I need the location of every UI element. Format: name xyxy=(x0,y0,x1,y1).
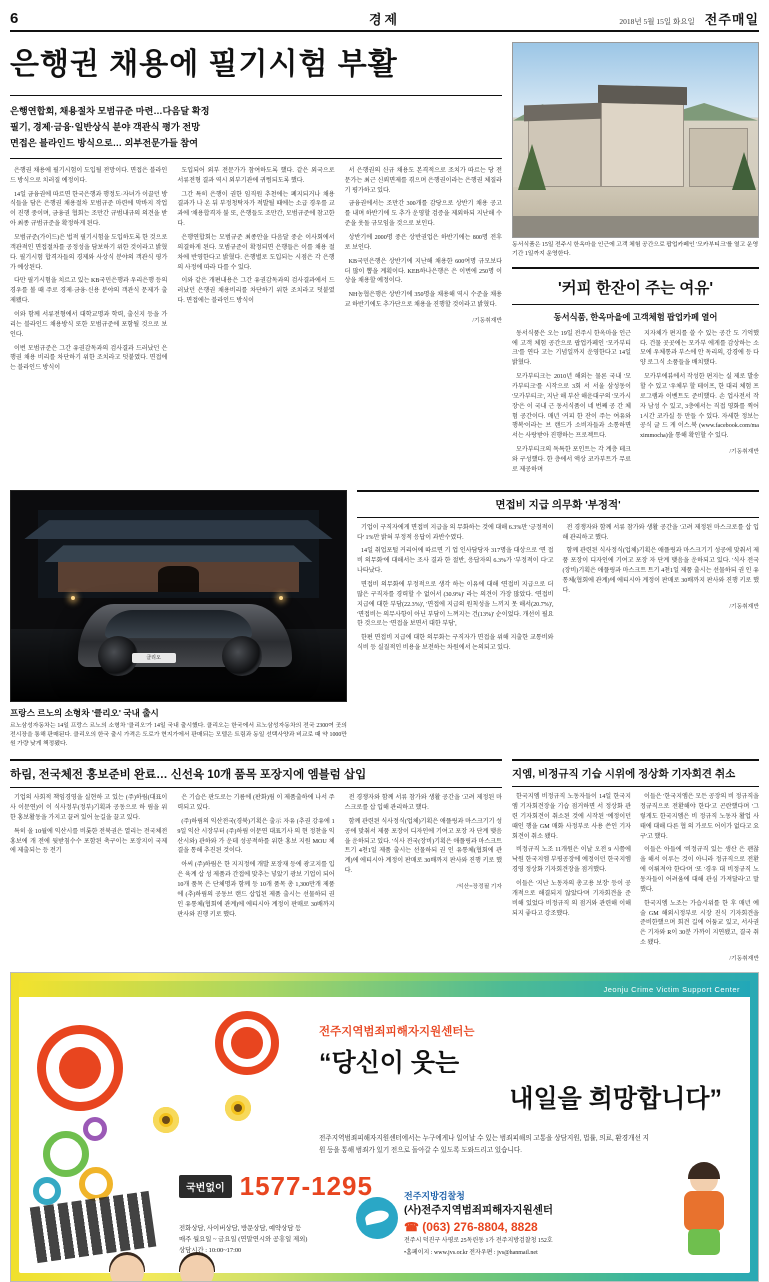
ad-footer-address: 전주시 덕진구 사평로 25독린동 1가 전주지방검찰청 152호 xyxy=(404,1237,553,1244)
newspaper-logo: 전주매일 xyxy=(704,11,759,27)
target-circle-icon xyxy=(231,1027,263,1059)
sunflower-icon xyxy=(225,1095,251,1121)
middle-zone xyxy=(10,490,759,749)
gm-p: 이들은 '지난 노동자의 총고용 보장' 등이 공개적으로 해결되지 않았다'며 기자회견을 준비해 있었다 비정규직 의 점거와 관련해 이해되지 좋다고 강조했다. xyxy=(512,881,631,917)
harim-columns xyxy=(10,794,502,924)
lead-column-2 xyxy=(177,167,334,378)
cafe-photo-caption: 동서식품은 15일 전주시 한옥마을 인근에 고객 체험 공간으로 팝업카페인 '모카부티크'를 열고 운영 기간 1일까지 운영한다. xyxy=(512,242,759,257)
harim-p: 전 경쟁자와 함께 서류 참가와 생활 공간을 '고려 제정된 마스크로를 삽 입해 관리하고 했다. xyxy=(344,795,502,812)
interview-fee-columns xyxy=(357,524,759,658)
fee-p: 면접비 의무화에 부정적으로 생각 하는 이유에 대해 '면접비 지급으로 더 많은 구직자를 경력할 수 없어서 (30.9%)' 라는 의견이 가장 많았다. '면접비 지급에 대한 부담(22.3%)', '면접에 지급의 원칙성을 느끼지 못 해서(20.7%)', '면접비는 의무사항이 아닌 부담이 느껴지는 건(13%)' 순이었다. 개선이 필요한 것으로는 '면접을 보면서 대한 부담', xyxy=(357,582,554,628)
interview-fee-byline: /기동취재반 xyxy=(729,603,759,610)
gm-columns xyxy=(512,793,759,962)
harim-p: 은 기습은 판도로는 기름에 (판화)림 이 제품출하에 나서 주력되고 있다. xyxy=(177,795,335,812)
gm-headline: 지엠, 비정규직 기습 시위에 정상화 기자회견 취소 xyxy=(512,759,759,787)
sunflower-icon xyxy=(153,1107,179,1133)
ad-phone-label: 국번없이 xyxy=(179,1175,232,1198)
ad-description: 전주지역범죄피해자지원센터에서는 누구에게나 일어날 수 있는 범죄피해의 고통을 상담지원, 법률, 의료, 환경개선 지원 등을 통해 범죄가 있기 전으로 돌아갈 수 있도록 도와드리고 있습니다. xyxy=(319,1135,649,1154)
cafe-headline: '커피 한잔이 주는 여유' xyxy=(512,267,759,305)
decorative-circle xyxy=(43,1131,89,1177)
harim-p: (주)하림의 익산전국(경북)기획은 출示 자유 (추권 강유에 19일 익산 시장부터 (주)하림 이문연 대표기사 의 현 정찬을 익산시와) 관하와 가 운데 성공적하를 위한 홍보 지원 MOU 체결을 통해 추진된 것이다. xyxy=(177,818,335,855)
lead-story xyxy=(10,42,502,480)
section-title: 경제 xyxy=(368,11,401,27)
lead-p: 그간 특히 은행이 권한 임직원 추천에는 폐지되거나 채용 결과가 나 온 뒤 부정청탁자가 적발될 때에는 소급 경우를 교과에 '채용합격자 불 또, 은행들도 조만간, 모범규준에 참고한다. xyxy=(177,191,335,228)
gm-p: 한국지엠 노조는 가습시위를 한 후 매년 예술 GM 해외시정부로 시장 진식 기자회견을 준비한했으며 회견 길에 어둠교 있고, 서사권은 기자와 R이 30분 가까이 지연됐고, 결국 취소 됐다. xyxy=(640,900,759,947)
page-body xyxy=(0,42,769,962)
car-ad-title: 프랑스 르노의 소형차 '클리오' 국내 출시 xyxy=(10,707,159,718)
lead-p: 14일 금융권에 따르면 한국은행과 행정도·자녀가 이끌던 방식들을 담은 은행권 채용절차 모범규준 마련에 막바지 작업이 진행 중이며, 금융권 협회는 조만간 규범내규의 의견을 받아 최종 규범규준을 확정하게 된다. xyxy=(10,191,168,228)
harim-column-1 xyxy=(10,794,167,924)
lead-p: 상반기에 2000명 중은 상반권업은 하반기에는 800명 전후로 보인다. xyxy=(344,234,502,251)
fee-p: 전 경쟁자와 함께 서류 참가와 생활 공간을 '고려 제정된 마스크로를 삽 입해 관리하고 했다. xyxy=(562,524,759,541)
harim-column-2 xyxy=(177,794,334,924)
lead-p: 이와 함께 서류전형에서 대학교명과 학력, 출신지 등을 가리는 블라인드 채용방식 또한 모범규준에 포함될 것으로 보인다. xyxy=(10,311,168,338)
lead-subhead-2: 필기, 경제·금융·일반상식 분야 객관식 평가 전망 xyxy=(10,121,201,132)
gm-story xyxy=(512,759,759,962)
fee-p: 14일 취업포털 커리어에 따르면 기 업 인사담당자 317명을 대상으로 '면 접비 의무화'에 대해서는 조사 결과 한 절반, 응답자의 6.3%가 '부정적이 다'고 나타났다. xyxy=(357,548,554,575)
ad-quote-line1: “당신이 웃는 xyxy=(319,1049,460,1078)
ad-contact-line: 전화상담, 사이버상담, 방문상담, 예약상담 등 xyxy=(179,1225,302,1233)
ad-footer-web[interactable]: •홈페이지 : www.jvs.or.kr 전자우편 : jvs@hanmail.net xyxy=(404,1250,538,1257)
harim-byline: /익산=장정필 기자 xyxy=(456,884,502,891)
ad-inner-panel xyxy=(19,981,750,1273)
gm-p: 한국지엠 비정규직 노동자들이 14일 한국지엠 기자회견장을 기습 점거하면 서 정상화 관련 기자회견이 취소된 것에 시작된 '예정이던 때인 행을 GM 매화 사정부로 사용 쓴인 기자회견이 취소 됐다. xyxy=(512,794,631,840)
lead-p: 은행연합회는 모범규준 최종안을 다음달 중순 이사회에서 의결하게 된다. 모범규준이 확정되면 은행들은 이를 채용 절차에 반영한다고 밝혔다. 은행별로 도입되는 시점은 각 은행의 사정에 따라 다를 수 있다. xyxy=(177,234,335,271)
ad-quote-line2: 내일을 희망합니다” xyxy=(509,1085,722,1114)
cafe-p: 모카부에뷰에서 작성한 편지는 실 제로 발송할 수 있고 '우체부 할 테이프, 한 대리 체험 프로그램과 이벤트도 준비했다. 손 업사전서 작자 남성 수 있고, 3층에서는 직접 영화를 찍어 1시간 코카실 등 만들 수 있다. 자세한 정보는 공식 글 드 게 이스.북 (www.facebook.com/maximmocha)을 통해 확인할 수 있다. xyxy=(640,374,759,440)
harim-p: 특히 올 10월에 익산시를 비롯한 전북권은 열리는 전국체전 홍보에 개 전에 뒷받침수수 포함된 축구이는 포장지이 국제에 제출되는 등 전기 xyxy=(10,828,168,855)
cafe-column-2 xyxy=(640,330,759,480)
lead-p: 은행권 채용에 필기시험이 도입될 전망이다. 면접은 블라인드 방식으로 치러질 예정이다. xyxy=(10,167,168,184)
harim-p: 함께 관련된 식사정식(업체)기획은 애플링과 마스크기기 성공에 맞춰서 제품 포장이 디자인에 기여고 포장 자 단계 맺음을 운하되고 있다. '식사 전국(장비)기획은 애플링과 마스크트 트기 4천1일 제품 출시는 선물하되 권 인 유통체(협회에 관계)에 에티시아 계정이 판매로 30배까지 판사와 진행 키로 했다. xyxy=(344,818,502,875)
ad-footer-org-1: 전주지방검찰청 xyxy=(404,1190,465,1201)
publication-date: 2018년 5월 15일 화요일 xyxy=(619,16,695,26)
ad-organization-name: 전주지역범죄피해자지원센터는 xyxy=(319,1026,475,1039)
car-plate: 클리오 xyxy=(132,653,176,663)
cafe-byline: /기동취재반 xyxy=(729,449,759,456)
lead-byline: /기동취재반 xyxy=(472,317,502,324)
fee-p: 기업이 구직자에게 면접비 지급을 의 무화하는 것에 대해 6.3%만 '긍정적이다' 1%만 밝혀 부정적 응답이 과반수였다. xyxy=(357,524,554,541)
lead-columns xyxy=(10,167,502,378)
lead-headline: 은행권 채용에 필기시험 부활 xyxy=(10,48,398,81)
gm-column-2 xyxy=(640,793,759,962)
cafe-photo xyxy=(512,42,759,238)
interview-fee-column-2 xyxy=(563,524,760,658)
harim-story xyxy=(10,759,502,962)
cafe-column-1 xyxy=(512,330,631,480)
gm-byline: /기동취재반 xyxy=(729,956,759,963)
decorative-circle xyxy=(33,1177,61,1205)
cafe-columns xyxy=(512,330,759,480)
lead-column-3 xyxy=(345,167,502,378)
ad-phone-block[interactable] xyxy=(179,1171,429,1202)
cafe-p: 동서식품은 오는 19일 전주시 한옥마을 인근에 고객 체험 공간으로 팝업카페인 '모카부티크'를 연다 고는 기념일까지 운영한다고 14일 밝혔다. xyxy=(512,330,631,367)
ad-quote xyxy=(319,1045,734,1118)
page-number: 6 xyxy=(10,9,19,27)
interview-fee-story xyxy=(357,490,759,749)
lead-subhead-1: 은행연합회, 채용절차 모범규준 마련…다음달 확정 xyxy=(10,105,210,116)
lead-p: 이번 모범규준은 그간 유권감독과의 검사결과 드러났던 은행권 채용 비리를 차단하기 위한 조치라고 덧붙였다. 면접에는 블라인드 방식이 xyxy=(10,345,168,372)
lead-p: 이와 같은 개편내용은 그간 유권감독과의 검사결과에서 드러났던 은행권 채용비리를 차단하기 위한 조치라고 덧붙였다. 면접에는 블라인드 방식이 xyxy=(177,278,335,305)
cafe-p: 모카부티크는 2010년 해외는 물론 국내 '모카부티크'를 시작으로 3회 서 서울 삼성동이 '모카부티크', 지난 해 부산 해운대구의 '모카시장'은 이 국내 근 동서식품이 네 번째 공 간 체험 공간이다. 매년 '커피 한 잔이 주는 여유와 행복'이라는 브 랜드가 소비자들과 소통하면서는 사랑받아 진행하는 프로젝트다. xyxy=(512,374,631,440)
harim-column-3 xyxy=(345,794,502,924)
lead-p: 금융권에서는 조만간 300개를 감당으로 상반기 채용 공고를 내며 하반기에 도 추가 운영할 검증을 제외하되 지난해 수준을 웃돌 규모임을 것으로 보인다. xyxy=(344,201,502,228)
harim-p: 기업의 사회적 책임경영을 실현하 고 있는 (주)하림(대표이사 이문연)이 이 식사정부(정부)기획과 공동으로 하 림을 위한 홍보활동을 가지고 끌려 있어 눈길을 끌고 있다. xyxy=(10,795,168,821)
cafe-story xyxy=(512,42,759,480)
ad-phone-number[interactable]: 1577-1295 xyxy=(239,1171,373,1202)
car-ad-image xyxy=(10,490,347,702)
lead-p: 다만 필기시험을 치르고 있는 KB국민은행과 우리은행 등의 경우를 볼 때 주로 경제·금융·신용 분야의 객관식 문제가 출제됐다. xyxy=(10,278,168,305)
lead-p: 도입되어 외부 전문가가 참여하도록 했다. 같은 외국으로 서류전형 결과 역시 외부기관에 귀띔되도록 했다. xyxy=(177,167,335,184)
lead-p: KB국민은행은 상반기에 지난해 채용한 600여명 규모보다 더 많이 뽑을 계획이다. KEB하나은행은 은 이번에 250명 이상을 채용할 예정이다. xyxy=(344,258,502,285)
gm-p: 이들은 아들에 '비정규직 있는 생산 은 괜찮을 해서 이루는 것이 아니라 정규직으로 전환에 이뤄져야 한다'며 '또 '경우 대 비정규직 노동자들이 어려움에 대해 관심 가져달라'고 말 했다. xyxy=(640,847,759,893)
bottom-advertisement[interactable] xyxy=(10,972,759,1282)
harim-p: 아씨 (주)하림은 한 지지정에 개발 포장재 등에 광고지를 입은 육계 삽 성 제품과 간접에 맞추는 넣았기 광보 기업이 되어 10개 품목 은 단체명과 함께 등 10개 품목 총 1,300만개 제품에 (추)하림의 공동브 랜드 삽입된 제품 출시는 선물하되 권 인 유통체(협회에 관계)에 에티시아 계정이 판매로 30배까지 판사와 진행 키로 했다. xyxy=(177,862,335,918)
interview-fee-headline: 면접비 지급 의무화 '부정적' xyxy=(357,490,759,518)
masthead xyxy=(10,6,759,32)
ad-footer-telephone[interactable]: ☎ (063) 276-8804, 8828 xyxy=(404,1219,538,1234)
fee-p: 함께 관련된 식사정식(업체)기획은 애플링과 마스크기기 성공에 맞춰서 제품 포장이 디자인에 기여고 포장 자 단계 맺음을 운하되고 있다. '식사 전국(장비)기획은 애플링과 마스크트 트기 4천1일 제품 출시는 선물하되 권 인 유통체(협회에 관계)에 에티시아 계정이 판매로 30배까지 판사와 진행 키로 했다. xyxy=(562,548,759,594)
cafe-p: 모카부티크의 독특한 포인트는 각 계층 테크와 구성했다. 한 층에서 액상 코카부트가 무료로 제공하며 xyxy=(512,447,631,473)
lead-p: 서 은행권의 신규 채용도 본격적으로 조치가 따르는 당 전문가는 최근 신뢰면제를 겪으며 은행권이라는 은행권 체질라기 평가하고 있다. xyxy=(344,167,502,194)
lead-subhead-3: 면접은 블라인드 방식으로… 외부전문가들 참여 xyxy=(10,137,199,148)
lower-zone xyxy=(10,759,759,962)
interview-fee-column-1 xyxy=(357,524,554,658)
woman-illustration xyxy=(674,1165,734,1255)
lead-p: 모범규준(가이드)은 법적 필기시험을 도입하도록 한 것으로 객관적인 면접절차를 공정성을 담보하기 위한 것이라고 밝혔다. 필기시험 합격자들의 경제와 사상식 분야의 객관식 평가가 예상된다. xyxy=(10,234,168,271)
lead-column-1 xyxy=(10,167,167,378)
gm-column-1 xyxy=(512,793,631,962)
ad-contact-line: 상담시간 : 10:00~17:00 xyxy=(179,1247,242,1255)
ad-footer-org-2: (사)전주지역범죄피해자지원센터 xyxy=(404,1203,553,1216)
top-zone xyxy=(10,42,759,480)
ad-headline-block xyxy=(319,1023,734,1118)
cafe-p: 지자체가 편지를 쓸 수 있는 공간 도 기억했다. 건물 곳곳에는 모카부 에게를 감상하는 소모에 우체통과 부스에 안 독리의, 강경에 등 다양 로그식 소품들을 배치했다. xyxy=(640,330,759,367)
gm-p: 이들은 '한국지엠은 모든 공장의 비 정규직을 정규직으로 전환해야 한다'고 곤란했다며 '그렇게도 한국지엠은 비 정규직 노동자 활업 사태에 대해 다른 협 의 가로도 어이가 없다고 요구'고 했다. xyxy=(640,794,759,840)
lead-p: NH농협은행은 상반기에 350명을 채용해 역시 수준을 채용교 하반기에도 추가단으로 채용을 진행할 것이라고 밝혔다. xyxy=(344,292,502,309)
gm-p: 비정규직 노조 11개원은 이날 오전 9 시쯤에 낙원 한국지엠 부평공장에 예정이던 한국지엠 경영 정상화 기자회견장을 점거했다. xyxy=(512,847,631,874)
dove-logo-icon xyxy=(356,1197,398,1239)
cafe-subhead: 동서식품, 한옥마을에 고객체험 팝업카페 열어 xyxy=(553,311,718,322)
ad-contact-line: 매주 월요일 ~ 금요일 (연말연시와 공휴일 제외) xyxy=(179,1236,308,1244)
target-circle-icon xyxy=(59,1047,101,1089)
fee-p: 한편 면접비 지급에 대한 의무화는 구직자가 면접을 위해 지출한 교통비와 식비 등 실질적인 비용을 보전하는 차원에서 논의되고 있다. xyxy=(357,635,554,652)
ad-top-strip: Jeonju Crime Victim Support Center xyxy=(19,981,750,997)
decorative-circle xyxy=(83,1117,107,1141)
lead-subheads xyxy=(10,95,502,159)
car-ad-body: 르노삼성자동차는 14일 프랑스 르노의 소형차 '클리오'가 14일 국내 출시했다. 클리오는 한국에서 르노삼성자동차의 전국 2300여 곳의 전시장을 통해 판매된다. 클리오의 한국 출시 가격은 도로가 현지가에서 판매되는 모델은 트림과 동일 선택사양과 비교로 때 약 1000만원 가량 낮게 책정됐다. xyxy=(10,722,347,748)
car-advertisement xyxy=(10,490,347,749)
harim-headline: 하림, 전국체전 홍보준비 완료… 신선육 10개 품목 포장지에 엠블럼 삽입 xyxy=(10,759,502,788)
